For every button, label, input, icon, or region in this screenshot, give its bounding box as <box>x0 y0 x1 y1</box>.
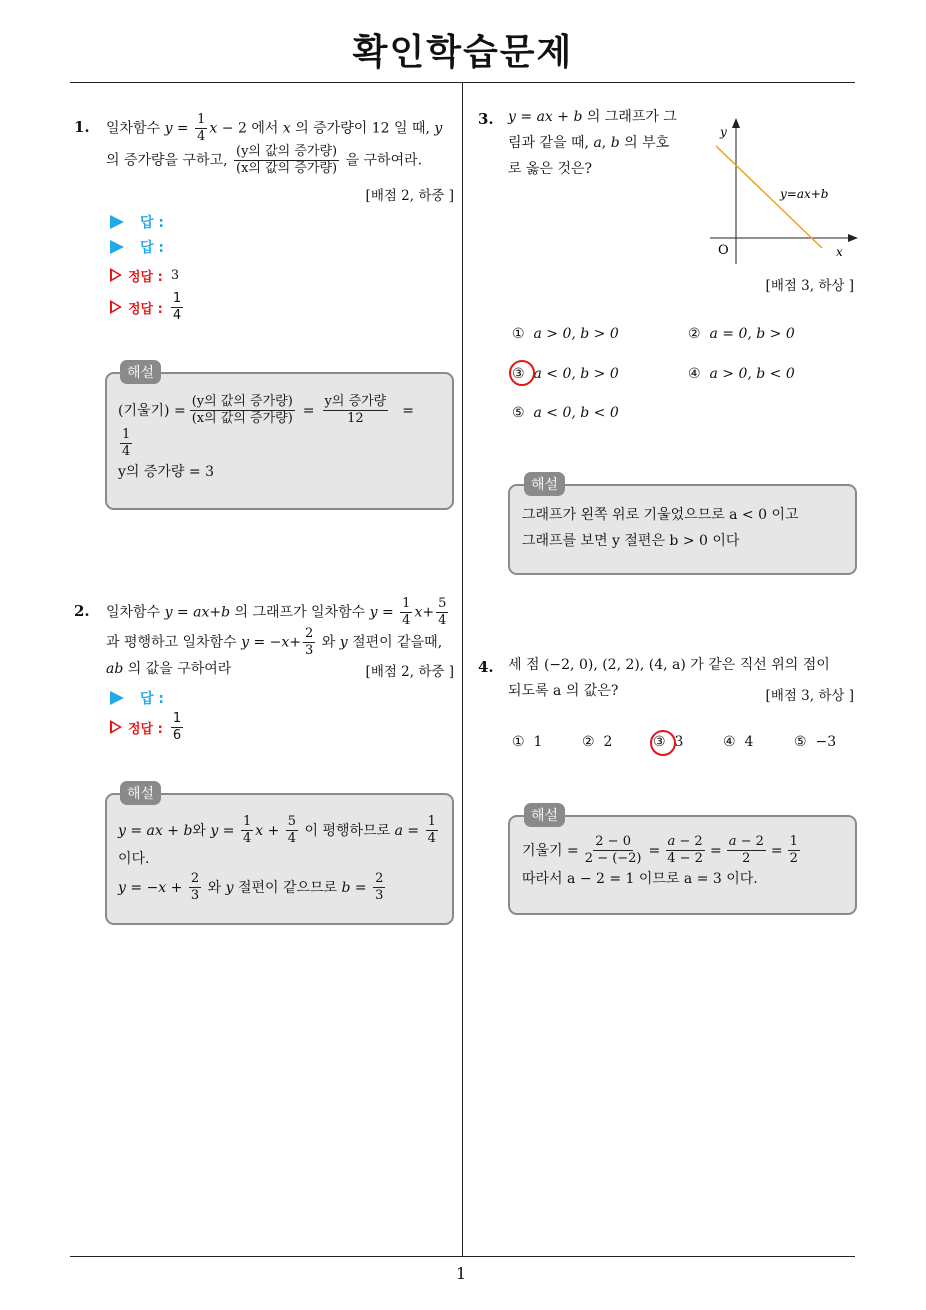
solution-text: (기울기) = <box>118 402 186 419</box>
ratio-fraction: $\frac{\text{(y의 값의 증가량)}}{\text{(x의 값의 증가량)}}$ <box>236 144 338 176</box>
q2-text: 과 평행하고 일차함수 <box>106 634 237 651</box>
answer-label: 답 : <box>140 215 164 231</box>
q1-text-5: 을 구하여라. <box>345 152 423 169</box>
page-number: 1 <box>456 1264 467 1283</box>
choice-2[interactable]: ② 2 <box>582 734 613 750</box>
correct-answer-row <box>110 263 179 287</box>
solution-body <box>522 502 852 554</box>
q2-text: 절편이 같을때, <box>352 634 443 651</box>
q2-text: 의 값을 구하여라 <box>127 661 232 677</box>
correct-value: 3 <box>170 267 180 283</box>
line-graph <box>708 116 860 266</box>
answer-row[interactable] <box>110 235 164 259</box>
solution-text: 그래프를 보면 y 절편은 b > 0 이다 <box>522 533 740 549</box>
solution-tag: 해설 <box>120 360 161 384</box>
solution-text: 절편이 같으므로 <box>237 879 338 896</box>
correct-value: $\frac{1}{6}$ <box>172 710 182 743</box>
outline-play-icon <box>110 268 122 282</box>
column-divider <box>462 83 463 1257</box>
answer-row[interactable] <box>110 686 164 710</box>
solution-text: 이 평행하므로 <box>304 822 391 839</box>
q3-text: 의 부호 <box>624 135 670 151</box>
choice-5[interactable]: ⑤ a < 0, b < 0 <box>512 405 619 421</box>
solution-text: 따라서 a − 2 = 1 이므로 a = 3 이다. <box>522 871 758 887</box>
correct-label: 정답 : <box>128 721 163 737</box>
choice-1[interactable]: ① 1 <box>512 734 543 750</box>
choice-3[interactable]: ③ 3 <box>653 734 684 750</box>
score-label: [배점 2, 하중 ] <box>365 664 454 680</box>
q3-text: 로 옳은 것은? <box>508 161 593 177</box>
correct-label: 정답 : <box>128 301 163 317</box>
answer-label: 답 : <box>140 691 164 707</box>
solution-body: (기울기) = $\frac{\text{(y의 값의 증가량)}}{\text{(x의 값의 증가량)}}$ = $\frac{\text{y의 증가량}}{12}$ = $\frac{1}{4}$ y의 증가량 = 3 <box>118 394 448 484</box>
q1-text-4: 의 증가량을 구하고, <box>106 152 228 169</box>
choice-1[interactable]: ① a > 0, b > 0 <box>512 326 619 342</box>
answer-row[interactable] <box>110 210 164 234</box>
correct-answer-row <box>110 290 185 324</box>
score-label: [배점 3, 하상 ] <box>765 688 854 704</box>
solution-text: 기울기 = <box>522 842 579 859</box>
q1-text-3: 의 증가량이 12 일 때, <box>295 120 430 137</box>
solution-text: 그래프가 왼쪽 위로 기울었으므로 a < 0 이고 <box>522 507 799 523</box>
question-number: 4. <box>478 658 494 676</box>
question-number: 2. <box>74 602 90 620</box>
question-number: 1. <box>74 118 90 136</box>
y-axis-label: y <box>720 125 727 139</box>
q2-text: 와 <box>321 634 336 651</box>
choice-4[interactable]: ④ 4 <box>723 734 754 750</box>
q2-text: 의 그래프가 일차함수 <box>234 604 366 621</box>
score-label: [배점 3, 하상 ] <box>765 278 854 294</box>
play-icon <box>110 691 124 705</box>
q3-text: 의 그래프가 그 <box>586 109 677 125</box>
solution-body: y = ax + b 와 y = $\frac{1}{4}$ x + $\frac{5}{4}$ 이 평행하므로 a = $\frac{1}{4}$ 이다. y = − x + $\frac{2}{3}$ 와 y 절편이 같으므로 b = $\frac{2}{3}$ <box>118 814 448 904</box>
q2-text: 일차함수 <box>106 604 161 621</box>
solution-text: 이다. <box>118 851 150 867</box>
outline-play-icon <box>110 300 122 314</box>
fraction: $\frac{1}{4}$ <box>197 112 206 144</box>
solution-text: 와 <box>192 822 206 839</box>
solution-body: 기울기 = $\frac{2 - 0}{2 - (-2)}$ = $\frac{a - 2}{4 - 2}$ = $\frac{a - 2}{2}$ = $\frac{1}{2}$ 따라서 a − 2 = 1 이므로 a = 3 이다. <box>522 834 852 891</box>
solution-text: 와 <box>207 879 222 896</box>
q1-text-2: 에서 <box>251 120 279 137</box>
q1-text-1: 일차함수 <box>106 120 161 137</box>
score-label: [배점 2, 하중 ] <box>365 188 454 204</box>
selected-answer-circle <box>509 360 535 386</box>
q4-text: 되도록 a 의 값은? <box>508 683 619 699</box>
question-number: 3. <box>478 110 494 128</box>
choice-5[interactable]: ⑤ −3 <box>794 734 837 750</box>
solution-tag: 해설 <box>120 781 161 805</box>
footer-rule <box>70 1256 855 1257</box>
play-icon <box>110 240 124 254</box>
line-label: y=ax+b <box>780 187 829 201</box>
page-title: 확인학습문제 <box>352 32 574 73</box>
x-axis-label: x <box>836 245 843 259</box>
q3-text: 림과 같을 때, <box>508 135 589 151</box>
answer-label: 답 : <box>140 240 164 256</box>
solution-text: y의 증가량 = 3 <box>118 464 214 480</box>
play-icon <box>110 215 124 229</box>
solution-tag: 해설 <box>524 472 565 496</box>
choice-3[interactable]: ③ a < 0, b > 0 <box>512 366 619 382</box>
outline-play-icon <box>110 720 122 734</box>
x-axis-arrow <box>848 234 858 242</box>
correct-value: $\frac{1}{4}$ <box>172 290 182 323</box>
q4-text: 세 점 (−2, 0), (2, 2), (4, a) 가 같은 직선 위의 점이 <box>508 657 830 673</box>
correct-answer-row <box>110 710 185 744</box>
selected-answer-circle <box>650 730 676 756</box>
choice-4[interactable]: ④ a > 0, b < 0 <box>688 366 795 382</box>
correct-label: 정답 : <box>128 269 163 285</box>
choice-2[interactable]: ② a = 0, b > 0 <box>688 326 795 342</box>
solution-tag: 해설 <box>524 803 565 827</box>
origin-label: O <box>718 243 729 258</box>
y-axis-arrow <box>732 118 740 128</box>
